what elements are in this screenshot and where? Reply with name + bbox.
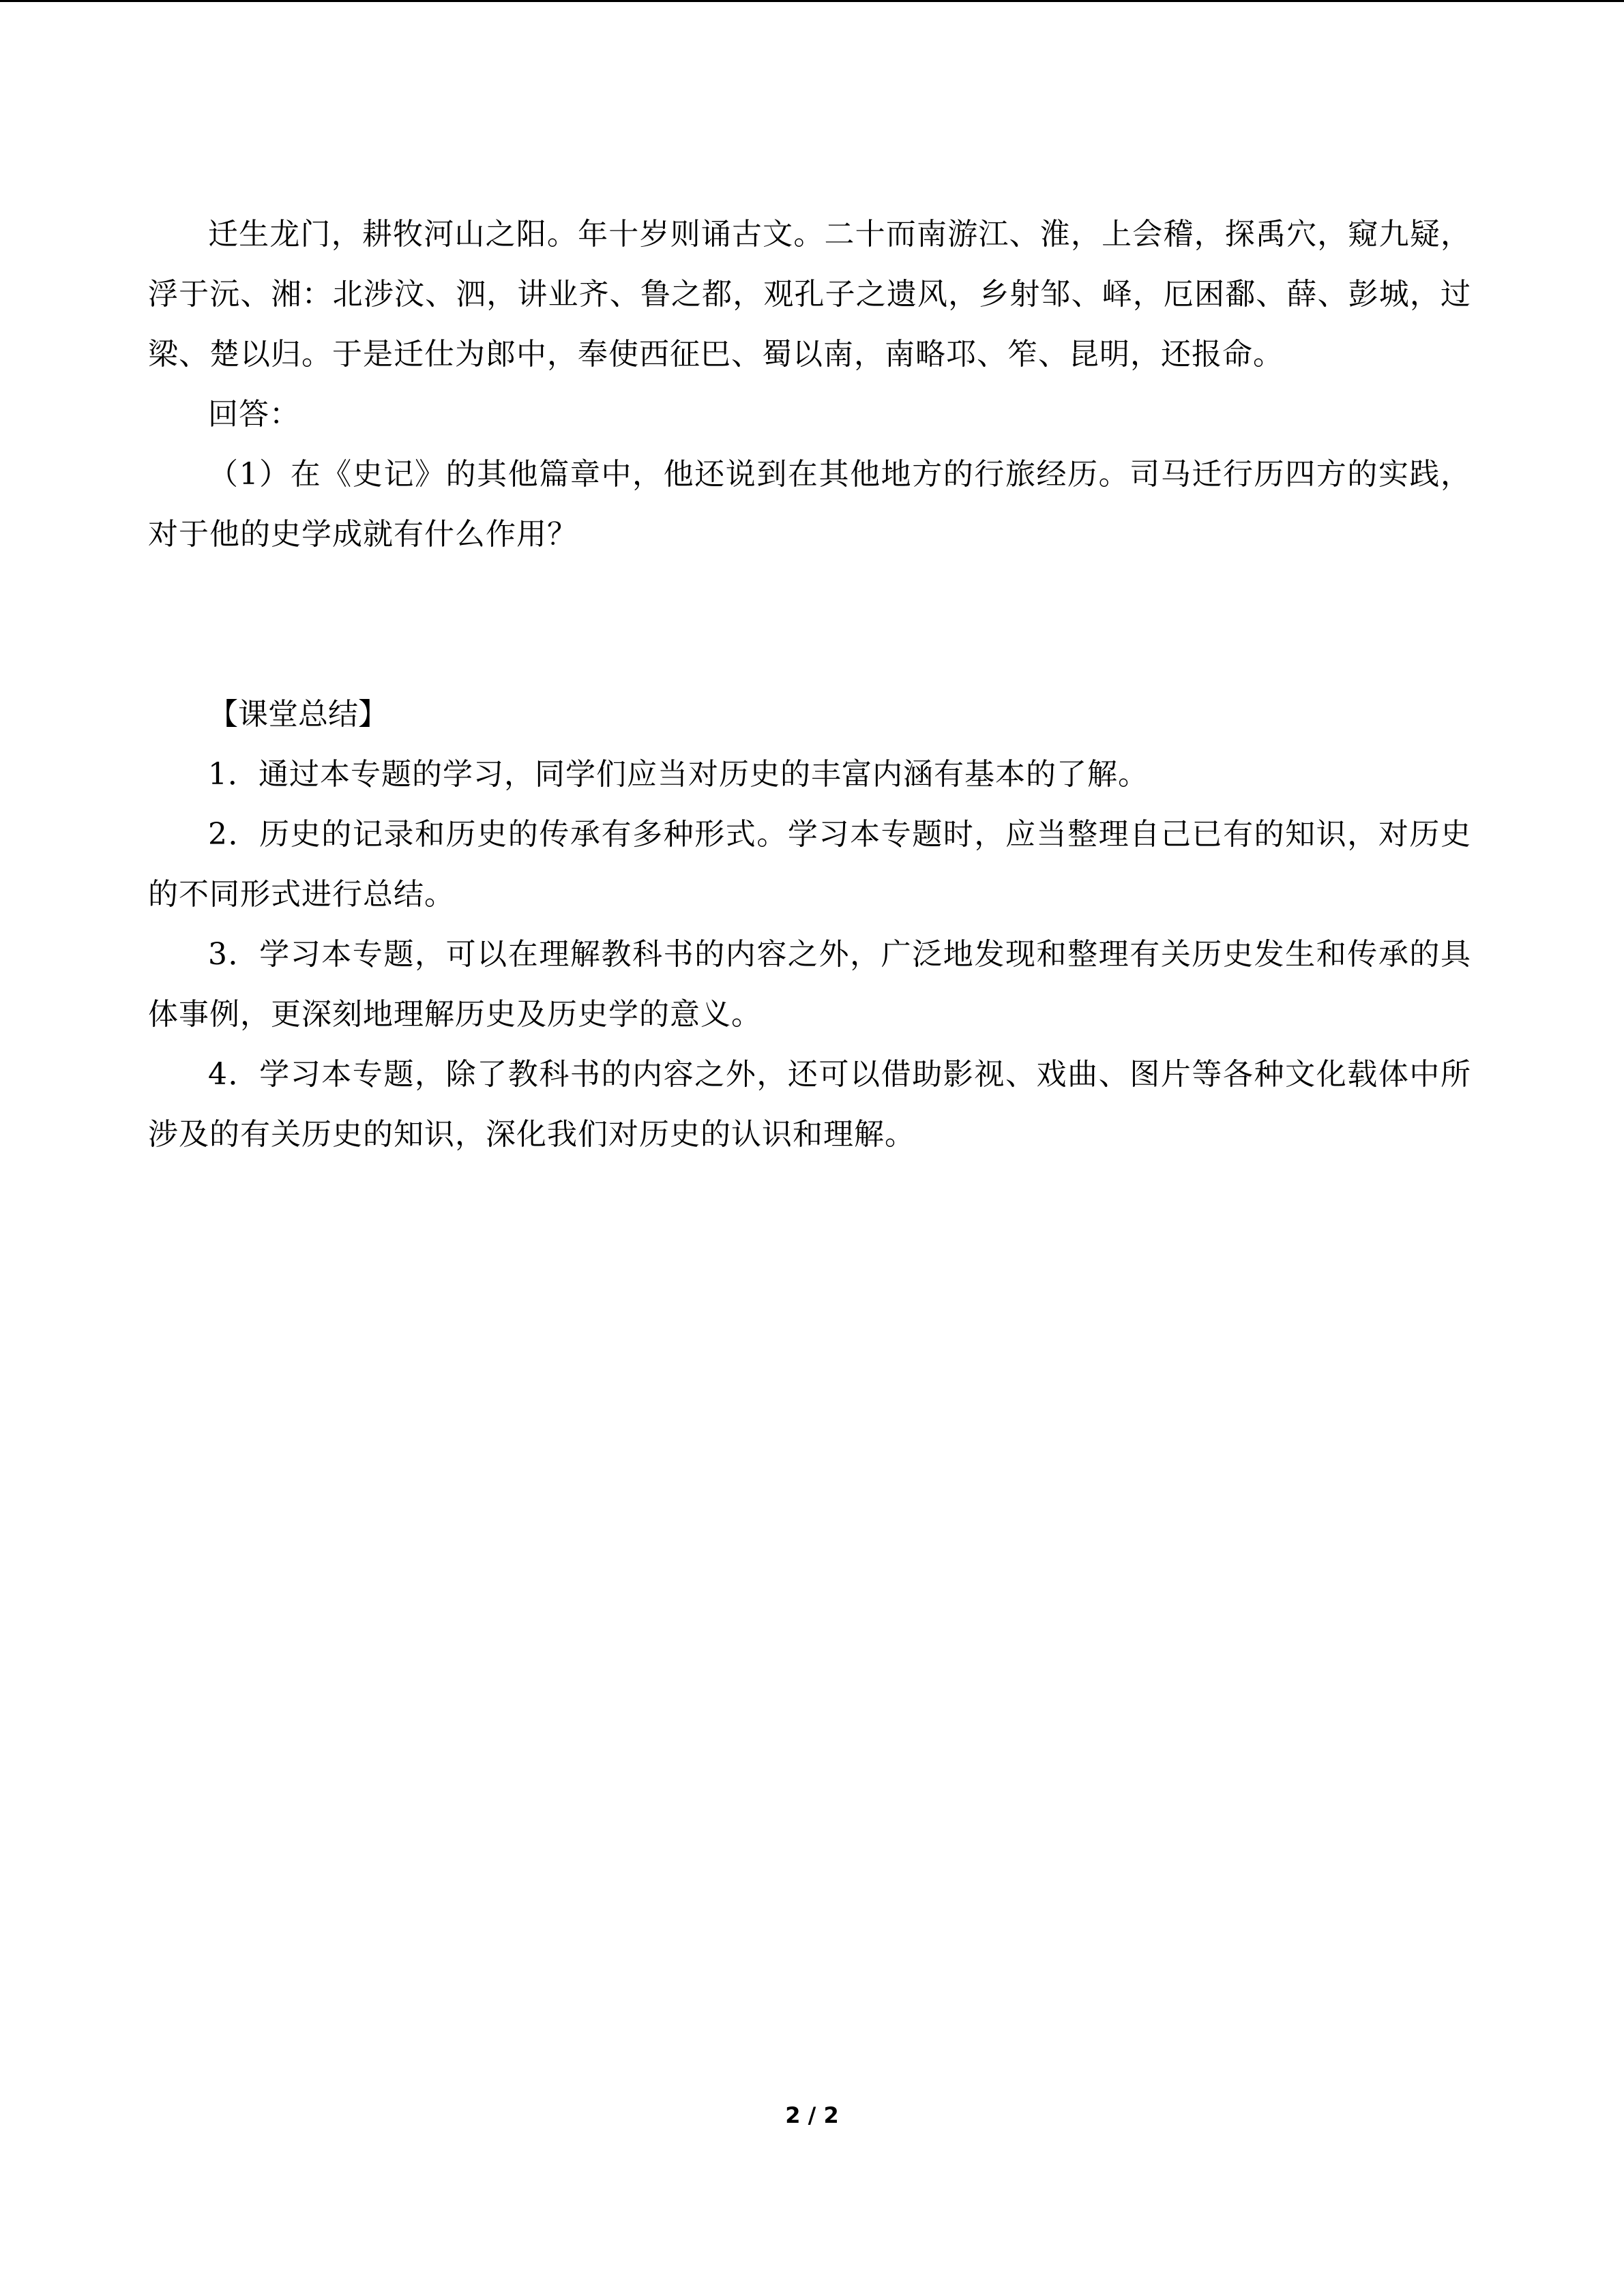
summary-point-4: 4．学习本专题，除了教科书的内容之外，还可以借助影视、戏曲、图片等各种文化载体中所涉及的有关历史的知识，深化我们对历史的认识和理解。	[148, 1057, 1471, 1152]
summary-heading: 【课堂总结】	[208, 697, 388, 732]
top-border-line	[0, 0, 1624, 2]
summary-point-3: 3．学习本专题，可以在理解教科书的内容之外，广泛地发现和整理有关历史发生和传承的具体事例，更深刻地理解历史及历史学的意义。	[148, 937, 1471, 1032]
page-number: 2 / 2	[785, 2102, 839, 2128]
summary-point-2: 2．历史的记录和历史的传承有多种形式。学习本专题时，应当整理自己已有的知识，对历史的不同形式进行总结。	[148, 817, 1471, 912]
question-item-1: （1）在《史记》的其他篇章中，他还说到在其他地方的行旅经历。司马迁行历四方的实践，对于他的史学成就有什么作用？	[148, 457, 1471, 552]
summary-point-1: 1．通过本专题的学习，同学们应当对历史的丰富内涵有基本的了解。	[208, 757, 1149, 792]
document-body	[148, 205, 1471, 1165]
question-prompt: 回答：	[208, 397, 300, 432]
answer-blank-space	[148, 565, 1471, 685]
passage-paragraph: 迁生龙门，耕牧河山之阳。年十岁则诵古文。二十而南游江、淮，上会稽，探禹穴，窥九疑，浮于沅、湘：北涉汶、泗，讲业齐、鲁之都，观孔子之遗风，乡射邹、峄，厄困鄱、薛、彭城，过梁、楚以归。于是迁仕为郎中，奉使西征巴、蜀以南，南略邛、笮、昆明，还报命。	[148, 217, 1471, 372]
